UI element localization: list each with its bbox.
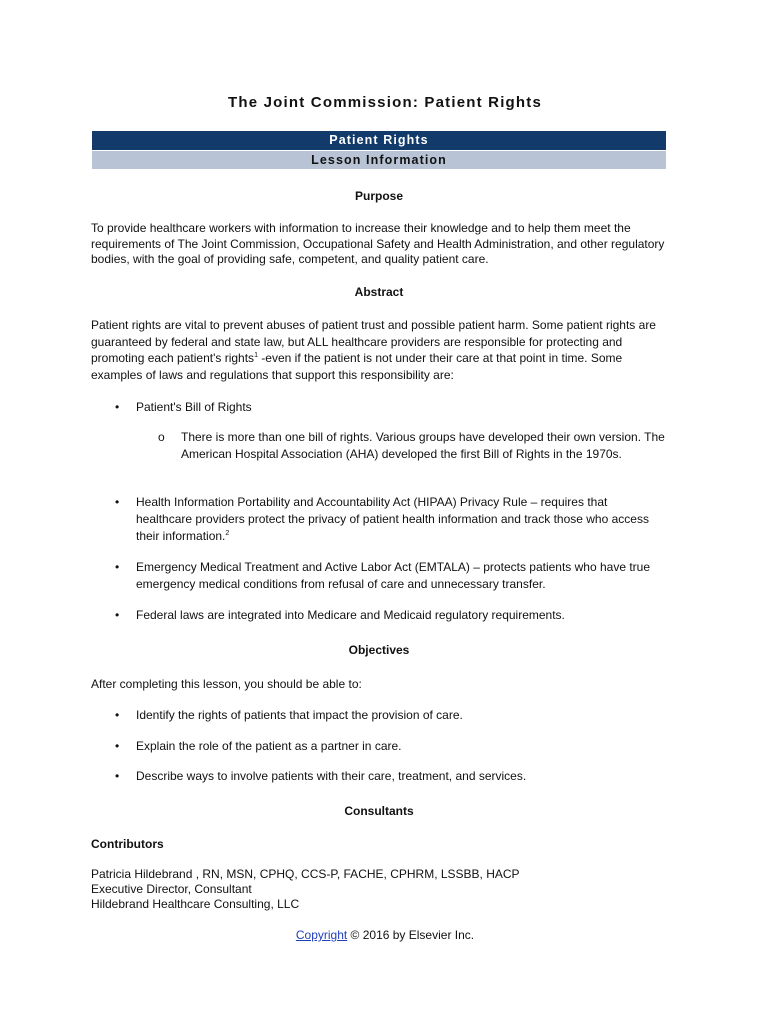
header-bar: Patient Rights (92, 131, 666, 150)
consultants-heading: Consultants (344, 804, 414, 818)
copyright-text: © 2016 by Elsevier Inc. (347, 928, 475, 942)
footnote-ref-2: 2 (225, 530, 230, 537)
bullet-marker: • (115, 708, 120, 722)
bullet-marker: • (115, 495, 120, 509)
abstract-heading: Abstract (354, 285, 404, 299)
bullet-marker: • (115, 608, 120, 622)
contributor-organization: Hildebrand Healthcare Consulting, LLC (91, 897, 300, 911)
objectives-heading: Objectives (348, 643, 410, 657)
objectives-intro: After completing this lesson, you should be able to: (91, 677, 362, 691)
copyright-footer (0, 928, 770, 942)
contributor-title: Executive Director, Consultant (91, 882, 252, 896)
contributor-name: Patricia Hildebrand , RN, MSN, CPHQ, CCS-P, FACHE, CPHRM, LSSBB, HACP (91, 867, 520, 881)
document-title: The Joint Commission: Patient Rights (227, 94, 543, 111)
list-item-text: Identify the rights of patients that impact the provision of care. (136, 708, 463, 722)
purpose-heading: Purpose (354, 189, 403, 203)
list-item-text: There is more than one bill of rights. Various groups have developed their own version. The American Hospital Association (AHA) developed the first Bill of Rights in the 1970s. (181, 430, 665, 461)
list-item-text-body: Health Information Portability and Accountability Act (HIPAA) Privacy Rule – requires that healthcare providers protect the privacy of patient health information and track those who access their information. (136, 495, 649, 543)
bullet-marker: • (115, 400, 120, 414)
bullet-marker: • (115, 560, 120, 574)
purpose-text: To provide healthcare workers with information to increase their knowledge and to help them meet the requirements of The Joint Commission, Occupational Safety and Health Administration, and other regulatory bodies, with the goal of providing safe, competent, and quality patient care. (91, 221, 665, 266)
list-item-text: Emergency Medical Treatment and Active Labor Act (EMTALA) – protects patients who have true emergency medical conditions from refusal of care and unnecessary transfer. (136, 560, 651, 591)
bullet-marker: • (115, 769, 120, 783)
abstract-text-part2: -even if the patient is not under their care at that point in time. Some examples of laws and regulations that support this responsibility are: (91, 351, 623, 382)
list-item-text: Describe ways to involve patients with their care, treatment, and services. (136, 769, 527, 783)
bullet-marker: o (158, 430, 165, 444)
list-item-text (136, 494, 666, 545)
copyright-link[interactable]: Copyright (295, 928, 348, 942)
sub-header-bar: Lesson Information (92, 151, 666, 169)
list-item-text: Patient's Bill of Rights (136, 400, 252, 414)
bullet-marker: • (115, 739, 120, 753)
abstract-text (91, 317, 671, 383)
abstract-text-part1: Patient rights are vital to prevent abuses of patient trust and possible patient harm. Some patient rights are guaranteed by federal and state law, but ALL healthcare providers are responsible for protecting and promoting each patient's rights (91, 318, 656, 365)
contributors-label: Contributors (91, 837, 164, 851)
list-item-text: Federal laws are integrated into Medicare and Medicaid regulatory requirements. (136, 608, 565, 622)
footnote-ref-1: 1 (254, 352, 258, 359)
list-item-text: Explain the role of the patient as a partner in care. (136, 739, 402, 753)
